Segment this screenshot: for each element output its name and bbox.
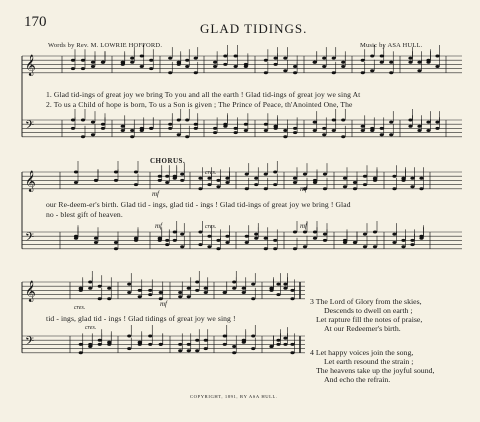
lyric-system-2-line-2: no - blest gift of heaven.	[46, 210, 123, 219]
lyric-verse-1: 1. Glad tid-ings of great joy we bring To you and all the earth ! Glad tid-ings of great joy we sing At	[46, 90, 361, 99]
verse-4-line-3: The heavens take up the joyful sound,	[316, 366, 435, 375]
dynamic-mf-1: mf	[152, 190, 159, 198]
verse-3-line-4: At our Redeemer's birth.	[324, 324, 401, 333]
hymn-title: GLAD TIDINGS.	[200, 21, 308, 36]
verse-3-line-2: Descends to dwell on earth ;	[324, 306, 413, 315]
words-credit: Words by Rev. M. LOWRIE HOFFORD.	[48, 42, 163, 49]
verse-4-line-4: And echo the refrain.	[324, 375, 391, 384]
copyright-notice: COPYRIGHT, 1891, BY ASA HULL.	[190, 394, 278, 399]
verse-4	[310, 348, 434, 384]
svg-text:𝄢: 𝄢	[25, 231, 35, 247]
lyric-verse-2: 2. To us a Child of hope is born, To us a Son is given ; The Prince of Peace, th'Anointed One, The	[46, 100, 353, 109]
dynamic-mf-2: mf	[300, 185, 307, 193]
page-number: 170	[24, 14, 47, 30]
verse-3-line-3: Let rapture fill the notes of praise,	[316, 315, 423, 324]
dynamic-cres-3: cres.	[74, 305, 86, 311]
verse-4-line-2: Let earth resound the strain ;	[324, 357, 414, 366]
verse-4-line-1: 4 Let happy voices join the song,	[310, 348, 414, 357]
lyric-system-3: tid - ings, glad tid - ings ! Glad tidings of great joy we sing !	[46, 314, 236, 323]
music-credit: Music by ASA HULL.	[360, 42, 423, 49]
verse-3-line-1: 3 The Lord of Glory from the skies,	[310, 297, 422, 306]
dynamic-mf-3: mf	[155, 222, 162, 230]
clef-symbols	[25, 55, 36, 351]
dynamic-mf-5: mf	[160, 300, 167, 308]
lyric-system-2-line-1: our Re-deem-er's birth. Glad tid - ings, glad tid - ings ! Glad tid-ings of great joy we bring ! Glad	[46, 200, 351, 209]
svg-text:𝄞: 𝄞	[25, 281, 36, 302]
svg-text:𝄞: 𝄞	[25, 171, 36, 192]
dynamic-cres-4: cres.	[85, 325, 97, 331]
verse-3	[310, 297, 422, 333]
dynamic-mf-4: mf	[300, 222, 307, 230]
svg-text:𝄢: 𝄢	[25, 119, 35, 135]
dynamic-cres-2: cres.	[205, 224, 217, 230]
svg-text:𝄞: 𝄞	[25, 55, 36, 76]
dynamic-cres-1: cres.	[205, 170, 217, 176]
chorus-label: CHORUS.	[150, 157, 186, 165]
svg-text:𝄢: 𝄢	[25, 335, 35, 351]
